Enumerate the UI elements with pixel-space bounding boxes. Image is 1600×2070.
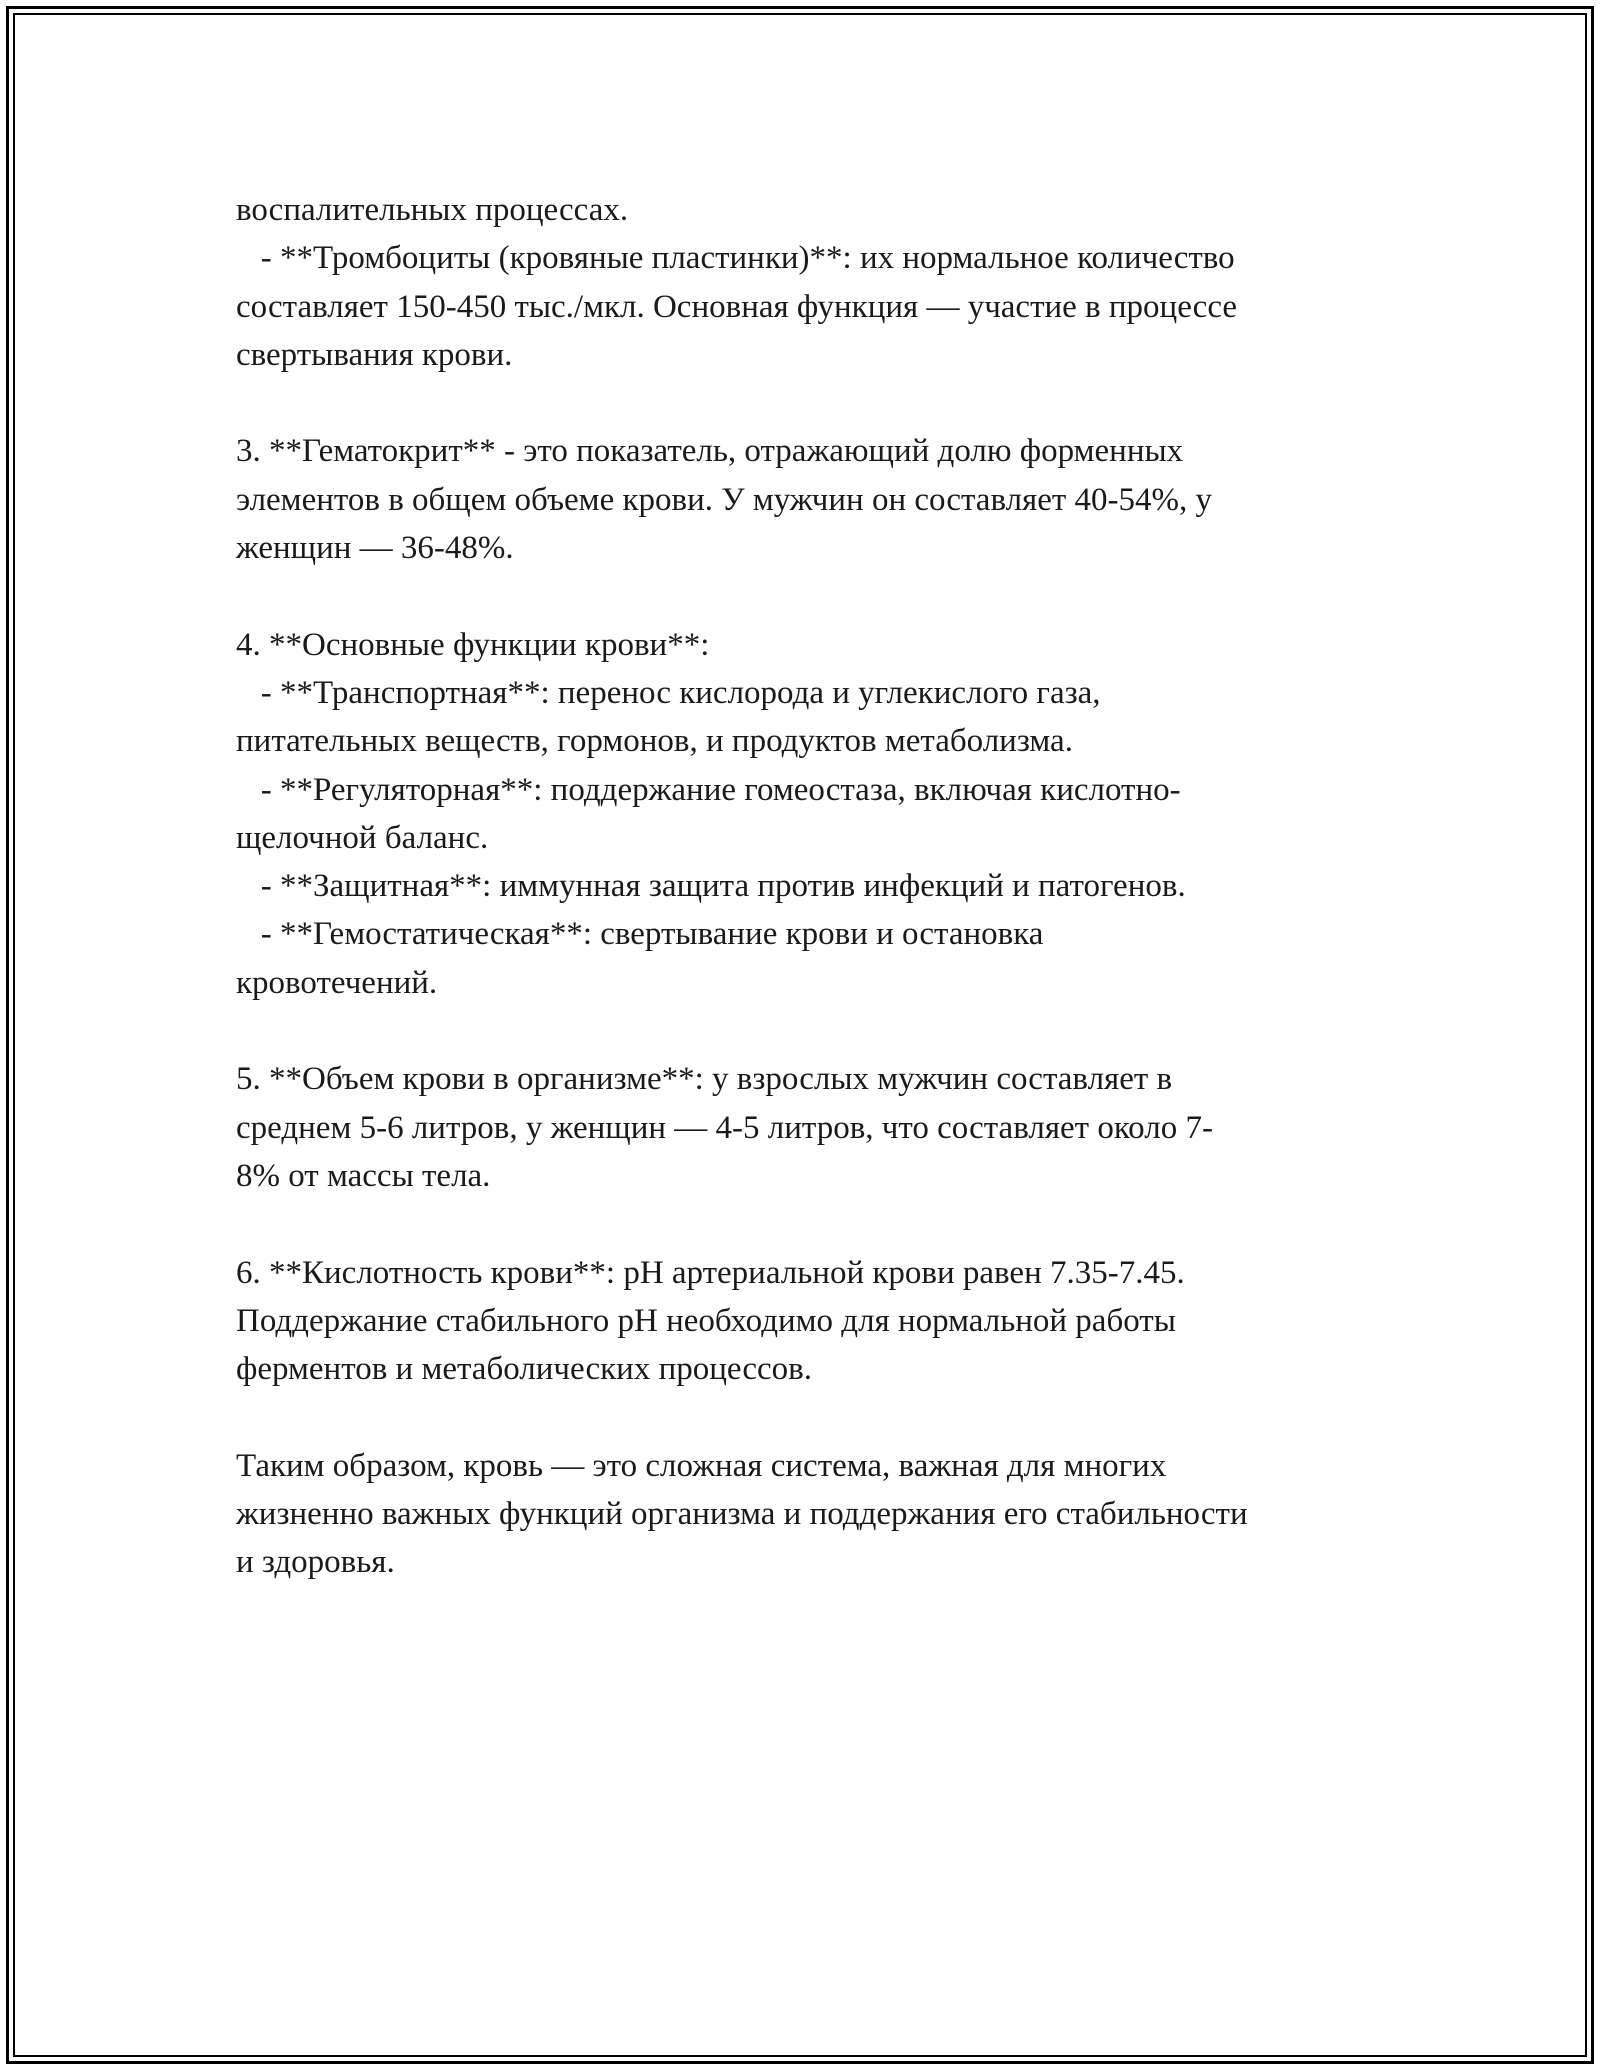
text-line: свертывания крови. (236, 336, 513, 373)
text-line: воспалительных процессах. (236, 192, 629, 228)
text-line: Таким образом, кровь — это сложная система, важная для многих (236, 1447, 1167, 1484)
text-line: питательных веществ, гормонов, и продуктов метаболизма. (236, 723, 1073, 760)
text-line: среднем 5-6 литров, у женщин — 4-5 литров, что составляет около 7- (236, 1109, 1213, 1146)
text-line: 5. **Объем крови в организме**: у взрослых мужчин составляет в (236, 1061, 1173, 1098)
text-line: щелочной баланс. (236, 819, 489, 856)
blank-line (236, 1200, 1386, 1248)
text-line: - **Тромбоциты (кровяные пластинки)**: их нормальное количество (236, 240, 1235, 277)
blank-line (236, 1393, 1386, 1441)
text-line: 3. **Гематокрит** - это показатель, отражающий долю форменных (236, 433, 1184, 470)
text-line: 8% от массы тела. (236, 1157, 491, 1194)
text-line: составляет 150-450 тыс./мкл. Основная функция — участие в процессе (236, 288, 1238, 325)
text-line: элементов в общем объеме крови. У мужчин он составляет 40-54%, у (236, 481, 1213, 518)
blank-line (236, 1007, 1386, 1055)
text-line: женщин — 36-48%. (236, 530, 514, 567)
blank-line (236, 379, 1386, 427)
text-line: - **Регуляторная**: поддержание гомеостаза, включая кислотно- (236, 771, 1181, 808)
text-line: - **Защитная**: иммунная защита против инфекций и патогенов. (236, 868, 1186, 905)
blank-line (236, 572, 1386, 620)
text-line: - **Гемостатическая**: свертывание крови и остановка (236, 916, 1044, 953)
text-line: и здоровья. (236, 1544, 395, 1581)
text-line: ферментов и метаболических процессов. (236, 1351, 813, 1388)
document-body (236, 186, 1386, 1587)
text-line: жизненно важных функций организма и поддержания его стабильности (236, 1496, 1248, 1533)
text-line: - **Транспортная**: перенос кислорода и углекислого газа, (236, 674, 1101, 711)
text-line: кровотечений. (236, 964, 438, 1001)
text-line: Поддержание стабильного pH необходимо для нормальной работы (236, 1302, 1176, 1339)
text-line: 6. **Кислотность крови**: pH артериальной крови равен 7.35-7.45. (236, 1254, 1185, 1291)
text-line: 4. **Основные функции крови**: (236, 626, 710, 663)
